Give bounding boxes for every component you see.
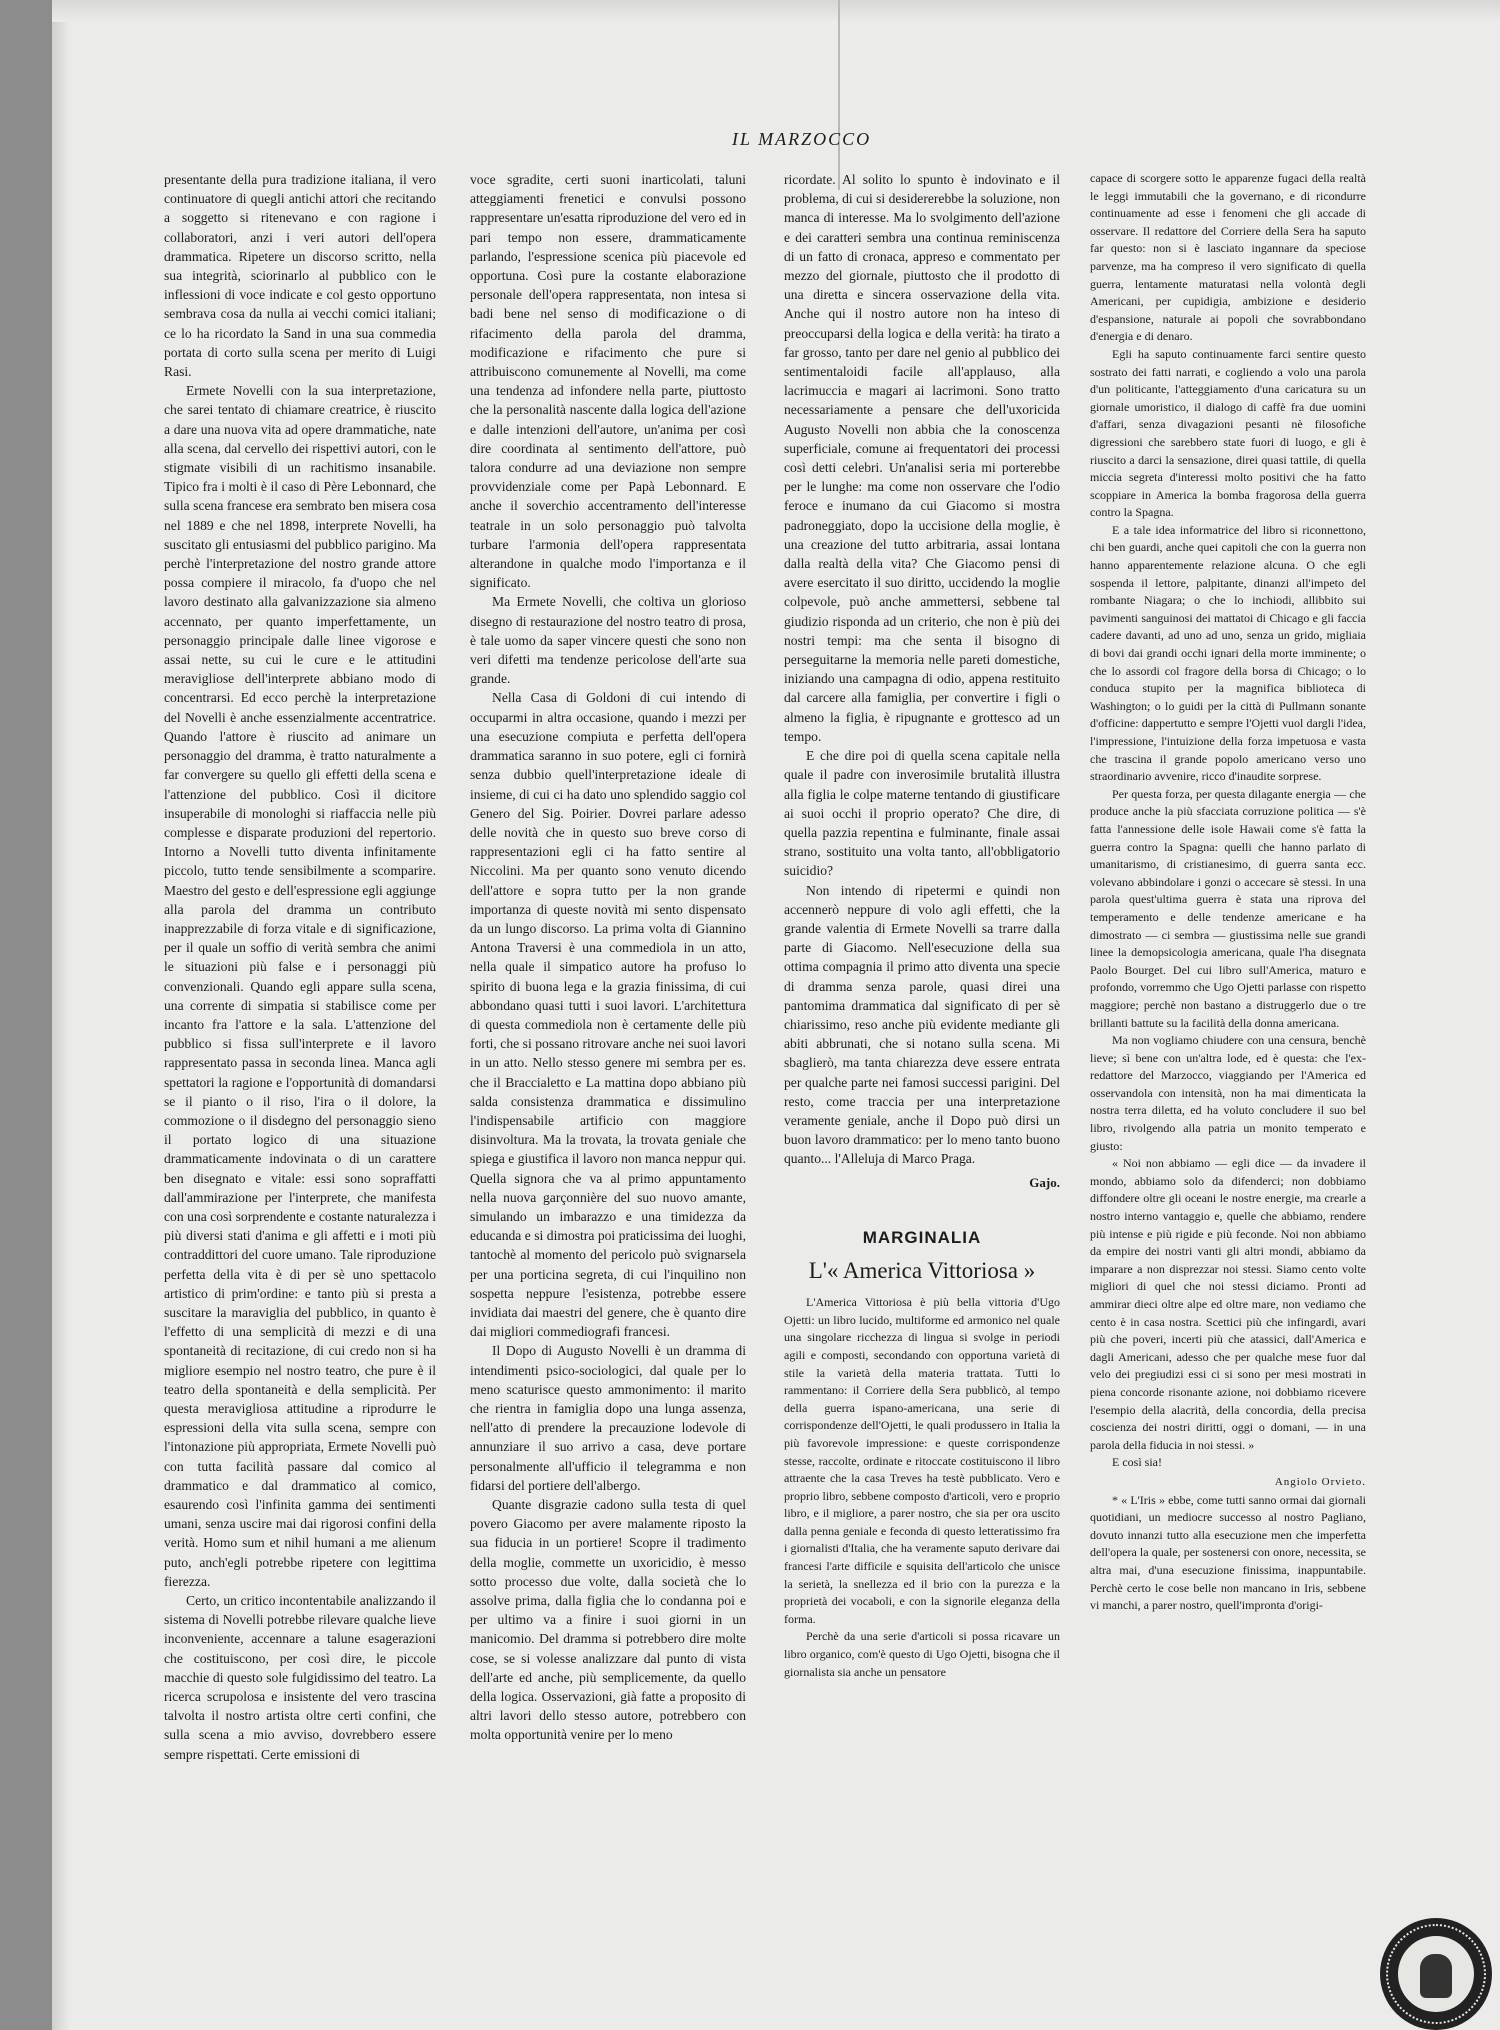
paragraph: Il Dopo di Augusto Novelli è un dramma di intendimenti psico-sociologici, dal quale per lo meno scaturisce questo ammonimento: il marito che rientra in famiglia dopo una lunga assenza, nell'atto di prendere la precauzione lodevole di annunziare il suo arrivo a casa, deve portare personalmente all'ufficio il telegramma e non fidarsi del portiere dell'albergo. (470, 1343, 746, 1493)
paragraph: Ma Ermete Novelli, che coltiva un glorioso disegno di restaurazione del nostro teatro di prosa, è tale uomo da saper vincere questi che sono non veri difetti ma tendenze pericolose dell'arte sua grande. (470, 594, 746, 687)
paragraph: Per questa forza, per questa dilagante energia — che produce anche la più sfacciata corruzione politica — s'è fatta l'annessione delle isole Hawaii come s'è fatta la guerra contro la Spagna: quelli che hanno parlato di umanitarismo, di cristianesimo, di guerra santa ecc. volevano abbindolare i gonzi o accecare sè stessi. In una parola quest'ultima guerra è stata una riprova del temperamento e delle tendenze americane e ha dimostrato — ci sembra — giustissima nelle sue grandi linee la demopsicologia americana, quale l'ha disegnata Paolo Bourget. Del cui libro sull'America, maturo e profondo, vorremmo che Ugo Ojetti parlasse con rispetto maggiore; perchè non bastano a distruggerlo due o tre brillanti battute su la facilità della donna americana. (1090, 786, 1366, 1030)
paragraph: voce sgradite, certi suoni inarticolati, taluni atteggiamenti frenetici e convulsi possono rappresentare un'esatta riproduzione del vero ed in pari tempo non essere, drammaticamente parlando, l'espressione scenica più piacevole ed opportuna. Così pure la costante elaborazione personale dell'opera rappresentata, non intesa si badi bene nel senso di modificazione o di rifacimento della parola del dramma, modificazione e rifacimento che pure si attribuiscono comunemente al Novelli, ma come una tendenza ad infondere nella parte, piuttosto che la personalità nascente dalla logica dell'azione e dalle intenzioni dell'autore, un'anima per così dire coordinata al sentimento dell'attore, può talora condurre ad una deviazione non sempre provvidenziale come per Papà Lebonnard. E anche il soverchio accentramento dell'interesse teatrale in un solo personaggio può talvolta turbare l'armonia dell'opera rappresentata alterandone in qualche modo l'importanza e il significato. (470, 172, 746, 591)
author-signature: Gajo. (1029, 1174, 1060, 1190)
paragraph: E così sia! (1112, 1455, 1162, 1470)
library-stamp (1380, 1918, 1492, 2030)
section-heading: MARGINALIA (862, 1227, 982, 1247)
article-title: L'« America Vittoriosa » (808, 1257, 1036, 1283)
paragraph: Egli ha saputo continuamente farci sentire questo sostrato dei fatti narrati, e cogliendo a volo una parola d'un politicante, l'atteggiamento d'una caricatura su un giornale umoristico, il dialogo di caffè fra due uomini d'affari, senza divagazioni pesanti nè filosofiche digressioni che sarebbero state fuori di luogo, e gli è riuscito a darci la sensazione, direi quasi tattile, di quella miccia segreta d'interessi molto positivi che ha fatto scoppiare in America la bomba fragorosa della guerra contro la Spagna. (1090, 346, 1366, 520)
paragraph: Nella Casa di Goldoni di cui intendo di occuparmi in altra occasione, quando i mezzi per una esecuzione compiuta e perfetta dell'opera drammatica saranno in suo potere, egli ci fornirà senza dubbio quell'interpretazione ideale di insieme, di cui ci ha dato uno splendido saggio col Genero del Sig. Poirier. Dovrei parlare adesso delle novità che in questo suo breve corso di rappresentazioni egli ci ha fatto sentire al Niccolini. Ma per quanto sono venuto dicendo dell'attore e sopra tutto per la non grande importanza di queste novità mi sento dispensato da un lungo discorso. La prima volta di Giannino Antona Traversi è una commediola in un atto, nella quale il simpatico autore ha profuso lo spirito di buona lega e la grazia finissima, di cui abbondano quasi tutti i suoi lavori. L'architettura di questa commediola non è certamente delle più forti, che si possano ritrovare anche nei suoi lavori in un atto. Nello stesso genere mi sembra per es. che il Braccialetto e La mattina dopo abbiano più salda consistenza drammatica e dissimulino l'indispensabile artificio con maggiore disinvoltura. Ma la trovata, la trovata geniale che spiega e giustifica il lavoro non manca neppur qui. Quella signora che va al primo appuntamento nella nuova garçonnière del suo nuovo amante, simulando un imbarazzo e una timidezza da educanda e si dimostra poi praticissima dei luoghi, tantochè al momento del pericolo può svignarsela per una porticina segreta, di cui l'inquilino non sospetta neppure l'esistenza, potrebbe essere invidiata dai maestri del genere, che è quanto dire dai migliori commediografi francesi. (470, 690, 746, 1340)
column-4 (1090, 170, 1366, 1878)
paragraph: L'America Vittoriosa è più bella vittoria d'Ugo Ojetti: un libro lucido, multiforme ed armonico nel quale una singolare ricchezza di lingua si svolge in periodi agili e composti, secondando con opportuna varietà di stile la varietà della materia trattata. Tutti lo rammentano: il Corriere della Sera pubblicò, al tempo della guerra ispano-americana, una serie di corrispondenze dell'Ojetti, le quali produssero in Italia la più favorevole impressione: e queste corrispondenze stesse, raccolte, ordinate e ritoccate costituiscono il libro attraente che la casa Treves ha testè pubblicato. Vero e proprio libro, sebbene composto d'articoli, vero e proprio libro, e il migliore, a parer nostro, che sia per ora uscito dalla penna geniale e feconda di questo letteratissimo fra i giornalisti d'Italia, che ha veramente saputo derivare dai francesi l'arte difficile e squisita dell'articolo che unisce la serietà, la snellezza ed il brio con la purezza e la proprietà dei vocaboli, e con la signorile eleganza della forma. (784, 1295, 1060, 1626)
column-2 (470, 170, 746, 1878)
column-1 (164, 170, 436, 1878)
page-top-edge (52, 0, 1500, 22)
paragraph: Perchè da una serie d'articoli si possa ricavare un libro organico, com'è questo di Ugo Ojetti, bisogna che il giornalista sia anche un pensatore (784, 1629, 1060, 1679)
paragraph: Ermete Novelli con la sua interpretazione, che sarei tentato di chiamare creatrice, è riuscito a dare una nuova vita ad opere drammatiche, nate alla scena, dal cervello dei rispettivi autori, con le stigmate visibili di un rachitismo insanabile. Tipico fra i molti è il caso di Père Lebonnard, che sulla scena francese era sembrato ben misera cosa nel 1889 e che nel 1898, interprete Novelli, ha suscitato gli entusiasmi del pubblico parigino. Ma perchè l'interpretazione del nostro grande attore possa compiere il miracolo, fa d'uopo che nel lavoro destinato alla galvanizzazione sia almeno accennato, per quanto imperfettamente, un personaggio principale dalle linee vigorose e assai nette, su cui le cure e le attitudini meravigliose dell'interprete abbiano modo di concentrarsi. Ed ecco perchè la interpretazione del Novelli è anche essenzialmente accentratrice. Quando l'attore è riuscito ad animare un personaggio del dramma, è tratto naturalmente a far convergere su quello gli effetti della scena e l'attenzione del pubblico. Così il dicitore insuperabile di monologhi si riaffaccia nelle più complesse e disparate produzioni del repertorio. Intorno a Novelli tutto diventa infinitamente piccolo, tutto tende sensibilmente a scomparire. Maestro del gesto e dell'espressione egli aggiunge alla parola del dramma un contributo inapprezzabile di forza vitale e di significazione, per il quale un soffio di verità sembra che animi le situazioni più false e i personaggi più convenzionali. Quando egli appare sulla scena, una corrente di simpatia si stabilisce come per incanto fra l'attore e la sala. L'attenzione del pubblico si fissa sull'interprete e il lavoro rappresentato passa in seconda linea. Manca agli spettatori la ragione e l'opportunità di domandarsi se il pianto o il riso, l'ira o il dolore, la commozione o il disdegno del personaggio sieno il portato logico di una situazione drammaticamente indovinata o di un carattere ben disegnato e vitale: essi sono sopraffatti dall'ammirazione per l'interprete, che manifesta con una così sorprendente e costante naturalezza i più diversi stati d'anima e gli affetti e i moti più contraddittori del cuore umano. Tale riproduzione perfetta della vita è di per sè uno spettacolo artistico di prim'ordine: e tanto più si presta a suscitare la maraviglia del pubblico, in quanto è l'effetto di una semplicità di mezzi e di una spontaneità di recitazione, di cui credo non si ha migliore esempio nel nostro teatro, che pure è il teatro della spontaneità e della semplicità. Per questa meravigliosa attitudine a riprodurre le espressioni della vita sulla scena, sempre con l'intonazione più appropriata, Ermete Novelli può con tutta facilità passare dal comico al drammatico e dal drammatico al comico, esaurendo così l'infinita gamma dei sentimenti umani, senza uscire mai dai rigorosi confini della verità. Homo sum et nihil humani a me alienum puto, anch'egli potrebbe ripetere con legittima fierezza. (164, 383, 436, 1589)
paragraph: presentante della pura tradizione italiana, il vero continuatore di quegli antichi attori che recitando a soggetto si ritenevano e con ragione i collaboratori, anzi i veri autori dell'opera drammatica. Ripetere un discorso scritto, nella sua integrità, sciorinarlo al pubblico con le inflessioni di voce indicate e col gesto opportuno sembrava cosa da nulla ai vecchi comici italiani; ce lo ha ricordato la Sand in una sua commedia portata di corto sulla scena per merito di Luigi Rasi. (164, 172, 436, 380)
column-3 (784, 170, 1060, 1878)
paragraph: Quante disgrazie cadono sulla testa di quel povero Giacomo per avere malamente riposto la sua fiducia in un portiere! Scopre il tradimento della moglie, commette un uxoricidio, è messo sotto processo due volte, dalla società che lo assolve prima, dalla figlia che lo condanna poi e per ultimo va a finire i suoi giorni in un manicomio. Del dramma si potrebbero dire molte cose, se si volesse analizzare dal punto di vista dell'arte ed anche, più semplicemente, da quello della logica. Osservazioni, già fatte a proposito di altri lavori dello stesso autore, potrebbero con molta opportunità venire per lo meno (470, 1497, 746, 1743)
paragraph: Certo, un critico incontentabile analizzando il sistema di Novelli potrebbe rilevare qualche lieve inconveniente, accennare a talune esagerazioni che costituiscono, per così dire, le piccole macchie di questo sole fulgidissimo del teatro. La ricerca scrupolosa e insistente del vero trascina talvolta il nostro artista oltre certi confini, che sulla scena a mio avviso, dovrebbero essere sempre rispettati. Certe emissioni di (164, 1593, 436, 1762)
paragraph: ricordate. Al solito lo spunto è indovinato e il problema, di cui si desidererebbe la soluzione, non manca di interesse. Ma lo svolgimento dell'azione e dei caratteri sembra una continua reminiscenza di un fatto di cronaca, appreso e commentato per mezzo del giornale, piuttosto che il prodotto di una diretta e sincera osservazione della vita. Anche qui il nostro autore non ha inteso di preoccuparsi della logica e della verità: ha tirato a far grosso, tanto per dare nel genio al pubblico dei sentimentaloidi facile all'applauso, alla lacrimuccia e magari ai lacrimoni. Sono tratto necessariamente a pensare che dell'uxoricida Augusto Novelli non abbia che la conoscenza superficiale, comune ai frequentatori dei processi così detti celebri. Un'analisi seria mi porterebbe per le lunghe: ma come non osservare che l'odio feroce e inumano da cui Giacomo si mostra padroneggiato, dopo la uccisione della moglie, è una creazione del tutto arbitraria, assai lontana dalla realtà della vita? Che Giacomo pensi di avere esercitato il suo diritto, uccidendo la moglie colpevole, può anche ammettersi, sebbene tal giudizio risponda ad un criterio, che non è più dei nostri tempi: ma che senta il bisogno di perseguitarne la memoria nelle pareti domestiche, iniziando una campagna di odio, appena restituito dal carcere alla famiglia, per convertire i figli o almeno la figlia, è ripugnante e grottesco ad un tempo. (784, 172, 1060, 744)
quotation: « Noi non abbiamo — egli dice — da invadere il mondo, abbiamo solo da difenderci; non dobbiamo diffondere oltre gli oceani le nostre energie, ma crearle a nostro interno vantaggio e, quelle che abbiamo, rendere più intense e più rigide e più feconde. Noi non abbiamo da empire dei nostri vanti gli altri mondi, abbiamo da imparare a non disprezzar noi stessi. Siamo cento volte migliori di quel che noi stessi diciamo. Pronti ad ammirar dieci oltre alpe ed oltre mare, non vediamo che cento è in casa nostra. Scettici più che infingardi, avari più che poveri, incerti più che atassici, dall'America e dagli Americani, adesso che per qualche mese fuor dal velo dei pregiudizi essi ci si sono per mesi mostrati in piena concorde risonante azione, noi dobbiamo ricevere l'esempio della alacrità, della concordia, della precisa coscienza dei nostri diritti, oggi o domani, — in una parola della fiducia in noi stessi. » (1090, 1156, 1366, 1452)
author-signature: Angiolo Orvieto. (1274, 1475, 1366, 1488)
page-fold (838, 0, 840, 190)
paragraph: E che dire poi di quella scena capitale nella quale il padre con inverosimile brutalità illustra alla figlia le colpe materne tentando di giustificare ai suoi occhi il proprio operato? Che dire, di quella pazzia repentina e fulminante, finale assai strano, sostituito una volta tanto, all'obbligatorio suicidio? (784, 748, 1060, 879)
paragraph: capace di scorgere sotto le apparenze fugaci della realtà le leggi immutabili che la governano, e di ricondurre continuamente ad esse i fenomeni che gli accade di osservare. Il redattore del Corriere della Sera ha saputo far questo: non si è lasciato ingannare da speciose parvenze, ma ha compreso il vero significato di quella guerra, lentamente maturatasi nella volontà degli Americani, per cupidigia, ambizione e desiderio d'espansione, naturale ai popoli che sovrabbondano d'energia e di denaro. (1090, 171, 1366, 344)
stamp-figure-icon (1420, 1954, 1452, 1998)
paragraph: Ma non vogliamo chiudere con una censura, benchè lieve; sì bene con un'altra lode, ed è questa: che l'ex-redattore del Marzocco, viaggiando per l'America ed osservandola con intensità, non ha mai dimenticata la nostra terra diletta, ed ha voluto concludere il suo bel libro, rivolgendo alla patria un monito temperato e giusto: (1090, 1033, 1366, 1153)
paragraph: E a tale idea informatrice del libro si riconnettono, chi ben guardi, anche quei capitoli che con la guerra non hanno apparentemente relazione alcuna. O che egli sospenda il lettore, palpitante, dinanzi all'impeto del rombante Niagara; o che lo inchiodi, allibbito sui pavimenti sanguinosi dei mattatoi di Chicago e gli faccia cadere davanti, ad uno ad uno, senza un grido, migliaia di bovi dai grandi occhi ignari della morte imminente; o che lo assordi col fragore della borsa di Chicago; o lo conduca stupito per la magnifica biblioteca di Washington; o lo guidi per la città di Pullmann sonante d'officine: dappertutto e sempre l'Ojetti vuol dargli l'idea, l'impressione, l'intuizione della forza impetuosa e vasta che trascina il grande popolo americano verso uno straordinario avvenire, ricco d'inaudite sorprese. (1090, 522, 1366, 784)
paragraph: Non intendo di ripetermi e quindi non accennerò neppure di volo agli effetti, che la grande valentia di Ermete Novelli sa trarre dalla parte di Giacomo. Nell'esecuzione della sua ottima compagnia il primo atto diventa una specie di dramma senza parole, quasi direi una pantomima drammatica dal significato di per sè chiarissimo, reso anche più evidente mediante gli abiti abbrunati, che si notano sulla scena. Mi sbaglierò, ma tanta chiarezza deve essere entrata per qualche parte nei famosi successi parigini. Del resto, come traccia per una interpretazione veramente geniale, anche il Dopo può dirsi un buon lavoro drammatico: per lo meno tanto buono quanto... l'Alleluja di Marco Praga. (784, 882, 1060, 1167)
masthead: IL MARZOCCO (732, 129, 872, 149)
paragraph: * « L'Iris » ebbe, come tutti sanno ormai dai giornali quotidiani, un mediocre successo al nostro Pagliano, dovuto innanzi tutto alla esecuzione men che imperfetta dell'opera la quale, per sostenersi con onore, necessita, se altra mai, d'una esecuzione finissima, inappuntabile. Perchè certo le cose belle non mancano in Iris, sebbene vi manchi, a parer nostro, quell'impronta d'origi- (1090, 1492, 1366, 1613)
